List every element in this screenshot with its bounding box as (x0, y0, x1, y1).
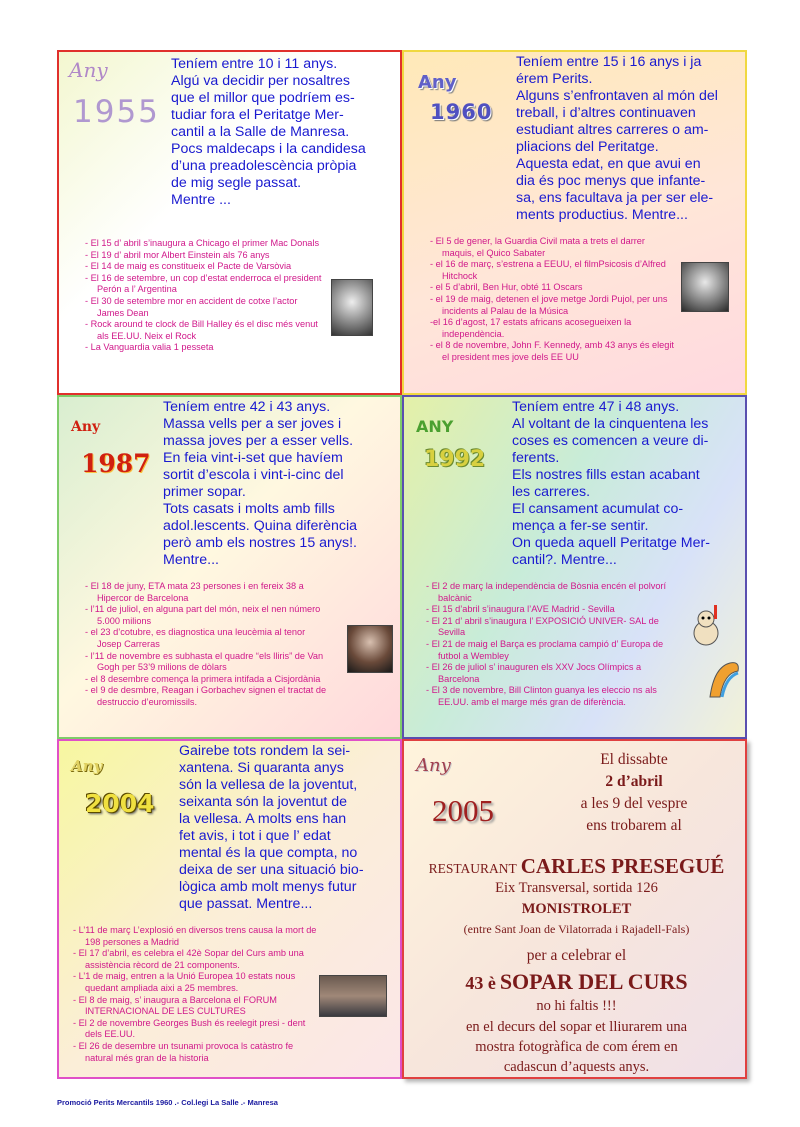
list-item: - El 19 d’ abril mor Albert Einstein als 76 anys (85, 249, 270, 260)
page-footer: Promoció Perits Mercantils 1960 .- Col.legi La Salle .- Manresa (57, 1098, 278, 1107)
group-photo (319, 975, 387, 1017)
dont-miss-line: no hi faltis !!! (536, 998, 617, 1014)
panel-2004 (57, 739, 402, 1079)
address-line: Eix Transversal, sortida 126 (495, 880, 658, 896)
celebrate-line: per a celebrar el (526, 947, 627, 964)
panel-2005-invitation (402, 739, 747, 1079)
date-line-1: El dissabte (600, 751, 668, 768)
year-label: 1955 (73, 94, 160, 130)
date-line-2: 2 d’abril (605, 773, 663, 790)
list-item: - El 15 d’ abril s’inaugura a Chicago el primer Mac Donals (85, 238, 320, 248)
intro-text: Teníem entre 10 i 11 anys. Algú va decidir per nosaltres que el millor que podríem es- tudiar fora el Peritatge Mer- cantil a la Salle de Manresa. Pocs maldecaps i la candidesa d’una preadolescència pròpia de mig segle passat. Mentre ... (171, 56, 366, 208)
panel-1987 (57, 395, 402, 739)
footer-line-3: cadascun d’aquests anys. (503, 1059, 650, 1075)
any-label: Any (418, 72, 457, 93)
list-item: - El 21 d’ abril s’inaugura l’ EXPOSICIÓ UNIVER- SAL de Sevilla (426, 615, 659, 638)
list-item: - El 21 de maig el Barça es proclama campió d’ Europa de futbol a Wembley (426, 638, 664, 661)
year-label: 1992 (424, 447, 486, 472)
list-item: - el 8 desembre comença la primera intifada a Cisjordània (85, 673, 321, 684)
intro-text: Teníem entre 47 i 48 anys. Al voltant de la cinquentena les coses es comencen a veure di- ferents. Els nostres fills estan acabant les carreres. El cansament acumulat co- mença a fer-se sentir. On queda aquell Peritatge Mer- cantil?. Mentre... (512, 399, 710, 568)
events-list (85, 238, 325, 354)
list-item: - l’11 de juliol, en alguna part del món, neix el nen número 5.000 milions (85, 604, 321, 626)
list-item: - el 16 de març, s’estrena a EEUU, el filmPsicosis d’Alfred Hitchock (430, 259, 666, 281)
year-label: 2004 (85, 789, 155, 818)
year-label: 1987 (81, 449, 151, 478)
list-item: - El 26 de juliol s’ inauguren els XXV Jocs Olímpics a Barcelona (426, 662, 642, 684)
list-item: - El 17 d’abril, es celebra el 42è Sopar del Curs amb una assistència rècord de 21 components. (73, 948, 304, 970)
list-item: - La Vanguardia valia 1 pesseta (85, 342, 214, 353)
any-label: Any (69, 58, 108, 82)
cobi-mascot-icon (684, 603, 728, 649)
curro-mascot-icon (704, 657, 744, 701)
intro-text: Teníem entre 42 i 43 anys. Massa vells per a ser joves i massa joves per a esser vells. En feia vint-i-set que havíem sortit d’escola i vint-i-cinc del primer sopar. Tots casats i molts amb fills adol.lescents. Quina diferència però amb els nostres 15 anys!. Mentre... (163, 399, 358, 568)
list-item: - El 5 de gener, la Guardia Civil mata a trets el darrer maquis, el Quico Sabater (430, 236, 645, 258)
year-label: 1960 (430, 100, 493, 124)
panel-1992 (402, 395, 747, 739)
list-item: - El 26 de desembre un tsunami provoca ls catàstro fe natural més gran de la historia (73, 1040, 294, 1063)
year-label: 2005 (432, 793, 494, 828)
einstein-photo (331, 279, 373, 336)
list-item: - el 23 d’cotubre, es diagnostica una leucèmia al tenor Josep Carreras (85, 627, 306, 649)
footer-line-1: en el decurs del sopar et lliurarem una (465, 1019, 688, 1035)
panel-1955 (57, 50, 402, 395)
meet-line: ens trobarem al (586, 817, 682, 834)
any-label: ANY (416, 417, 454, 436)
carreras-photo (347, 625, 393, 673)
events-list (426, 581, 676, 709)
any-label: Any (71, 419, 101, 435)
list-item: - el 19 de maig, detenen el jove metge Jordi Pujol, per uns incidents al Palau de la Música (430, 293, 668, 316)
list-item: - El 15 d’abril s’inaugura l’AVE Madrid - Sevilla (426, 604, 615, 615)
panel-1960 (402, 50, 747, 395)
time-line: a les 9 del vespre (580, 795, 688, 812)
intro-text: Gairebe tots rondem la sei- xantena. Si quaranta anys són la vellesa de la joventut, seixanta són la joventut de la vellesa. A molts ens han fet avis, i tot i que l’ edat mental és la que compta, no deixa de ser una situació bio- lògica amb molt menys futur que passat. Mentre... (179, 743, 364, 912)
intro-text: Teníem entre 15 i 16 anys i ja érem Perits. Alguns s’enfrontaven al món del treball, i d’altres continuaven estudiant altres carreres o am- pliacions del Peritatge. Aquesta edat, en que avui en dia és poc menys que infante- sa, ens facultava ja per ser ele- ments productius. Mentre... (516, 54, 718, 223)
kennedy-photo (681, 262, 729, 312)
list-item: - El 2 de novembre Georges Bush és reelegit presi - dent dels EE.UU. (73, 1017, 306, 1040)
list-item: - L’1 de maig, entren a la Unió Europea 10 estats nous quedant ampliada aixi a 25 membres. (73, 971, 296, 993)
footer-line-2: mostra fotogràfica de com érem en (475, 1039, 678, 1055)
restaurant-line: RESTAURANT CARLES PRESEGUÉ (428, 854, 725, 878)
any-label: Any (416, 755, 451, 776)
list-item: - l’11 de novembre es subhasta el quadre “els lliris” de Van Gogh per 53’9 milions de dòlars (85, 650, 324, 673)
events-list (73, 925, 323, 1064)
any-label: Any (71, 757, 103, 775)
events-list (85, 581, 327, 709)
list-item: - El 30 de setembre mor en accident de cotxe l’actor James Dean (85, 295, 298, 318)
town-line: MONISTROLET (521, 901, 632, 917)
list-item: - el 8 de novembre, John F. Kennedy, amb 43 anys és elegit el president mes jove dels EE UU (430, 340, 674, 362)
list-item: - Rock around te clock de Bill Halley és el disc més venut als EE.UU. Neix el Rock (85, 319, 318, 341)
list-item: - el 9 de desmbre, Reagan i Gorbachev signen el tractat de destruccio d’euromissils. (85, 685, 327, 707)
list-item: - El 8 de maig, s’ inaugura a Barcelona el FORUM INTERNACIONAL DE LES CULTURES (73, 994, 277, 1017)
list-item: - El 3 de novembre, Bill Clinton guanya les eleccio ns als EE.UU. amb el marge més gran de diferència. (426, 685, 657, 707)
list-item: - el 5 d’abril, Ben Hur, obté 11 Oscars (430, 282, 583, 293)
list-item: - El 2 de març la independència de Bòsnia encén el polvorí balcànic (426, 581, 667, 603)
list-item: -el 16 d’agost, 17 estats africans acosegueixen la independència. (430, 317, 632, 339)
list-item: - El 14 de maig es constitueix el Pacte de Varsòvia (85, 261, 292, 272)
list-item: - L’11 de març L’explosió en diversos trens causa la mort de 198 persones a Madrid (73, 925, 317, 947)
events-list (430, 236, 678, 364)
between-line: (entre Sant Joan de Vilatorrada i Rajadell-Fals) (463, 922, 690, 936)
dinner-title: 43 è SOPAR DEL CURS (465, 969, 688, 994)
list-item: - El 18 de juny, ETA mata 23 persones i en fereix 38 a Hipercor de Barcelona (85, 581, 304, 603)
list-item: - El 16 de setembre, un cop d’estat enderroca el president Perón a l’ Argentina (85, 272, 322, 295)
